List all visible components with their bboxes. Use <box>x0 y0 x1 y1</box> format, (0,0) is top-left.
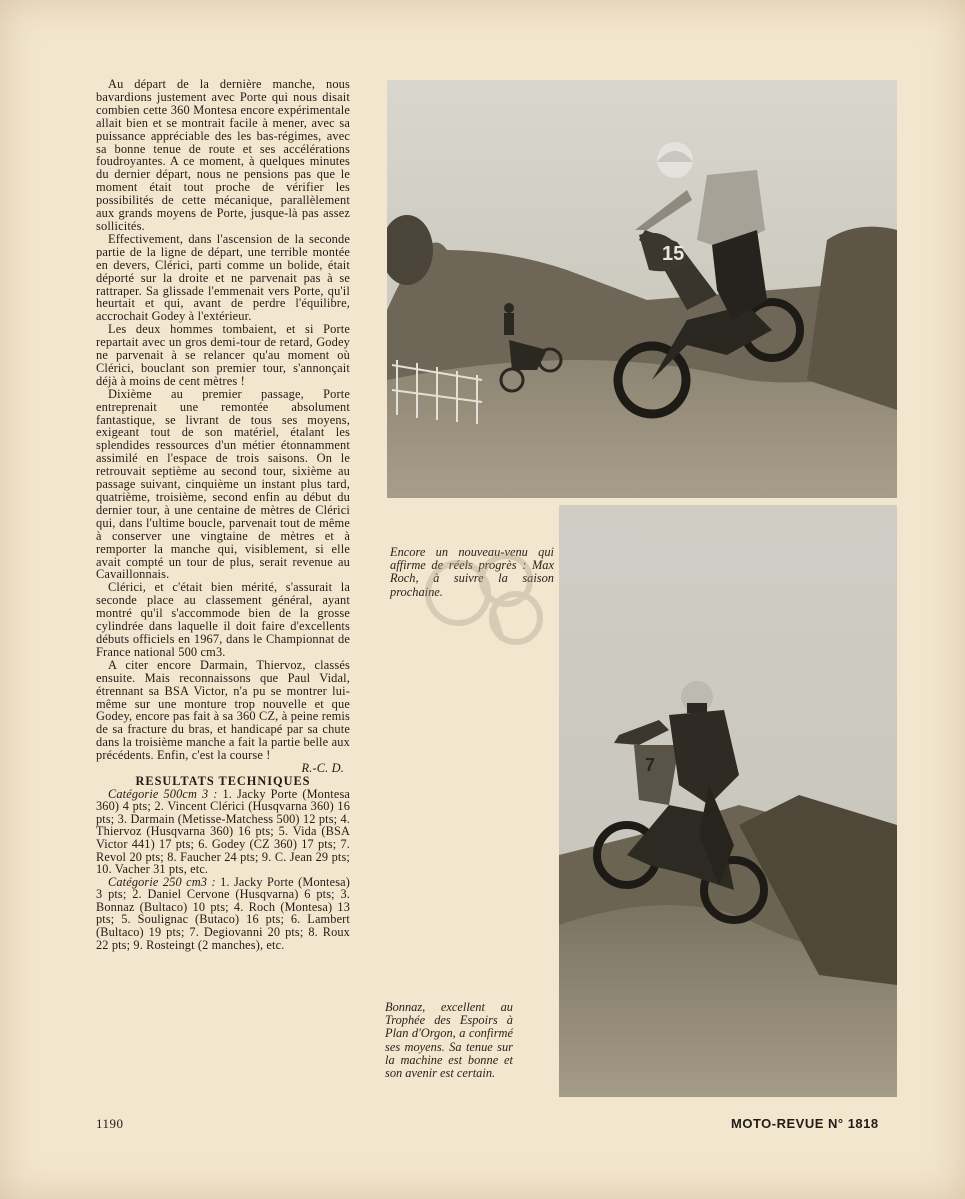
article-paragraph: Dixième au premier passage, Porte entreprenait une remontée absolument fantastique, se livrant de tous ses moyens, exigeant tout de son matériel, étalant les splendides ressources d'un métier étonnamment assimilé en l'espace de trois saisons. On le retrouvait septième au second tour, sixième au passage suivant, cinquième un instant plus tard, quatrième, troisième, second enfin au début du dernier tour, à une centaine de mètres de Clérici qui, dans l'ultime boucle, parvenait tout de même à conserver une vingtaine de mètres et à remporter la manche qui, visiblement, si elle avait compté un tour de plus, serait revenue au Cavaillonnais. <box>96 386 350 582</box>
article-paragraph: Effectivement, dans l'ascension de la seconde partie de la ligne de départ, une terrible montée en devers, Clérici, parti comme un bolide, était déporté sur la droite et ne parvenait pas à se rattraper. Sa glissade l'emmenait vers Porte, qu'il heurtait et qui, avant de perdre l'équilibre, accrochait Godey à l'extérieur. <box>96 231 350 324</box>
photo-rider-15 <box>387 80 897 498</box>
article-column <box>96 78 350 951</box>
category-500-label: Catégorie 500cm 3 : <box>108 786 218 801</box>
category-250-results: 1. Jacky Porte (Montesa) 3 pts; 2. Daniel Cervone (Husqvarna) 6 pts; 3. Bonnaz (Bultaco) 10 pts; 4. Roch (Montesa) 13 pts; 5. Soulignac (Butaco) 16 pts; 6. Lambert (Bultaco) 19 pts; 7. Degiovanni 20 pts; 8. Roux 22 pts; 9. Rosteingt (2 manches), etc. <box>96 874 351 952</box>
photo-rider-7-illustration <box>559 505 897 1097</box>
caption-max-roch: Encore un nouveau-venu qui affirme de réels progrès : Max Roch, à suivre la saison prochaine. <box>390 545 554 599</box>
article-paragraph: Les deux hommes tombaient, et si Porte repartait avec un gros demi-tour de retard, Godey ne parvenait à se relancer qu'au moment où Clérici, bouclant son premier tour, s'annonçait déjà à moins de cent mètres ! <box>96 322 350 388</box>
results-title: RESULTATS TECHNIQUES <box>135 773 311 788</box>
page-number: 1190 <box>96 1116 124 1131</box>
category-500-results: 1. Jacky Porte (Montesa 360) 4 pts; 2. Vincent Clérici (Husqvarna 360) 16 pts; 3. Darmain (Metisse-Matchess 500) 12 pts; 4. Thiervoz (Husqvarna 360) 16 pts; 5. Vida (BSA Victor 441) 17 pts; 6. Godey (CZ 360) 17 pts; 7. Revol 20 pts; 8. Faucher 24 pts; 9. C. Jean 29 pts; 10. Vacher 31 pts, etc. <box>96 786 350 877</box>
article-paragraph: Au départ de la dernière manche, nous bavardions justement avec Porte qui nous disait combien cette 360 Montesa encore expérimentale allait bien et se montrait facile à mener, avec sa puissance appréciable des les bas-régimes, avec sa bonne tenue de route et ses accélérations foudroyantes. A ce moment, à quelques minutes du dernier départ, nous ne pensions pas que le moment était tout proche de vérifier les possibilités de cette mécanique, parallèlement aux grands moyens de Porte, jusque-là pas assez sollicités. <box>96 77 350 233</box>
photo-rider-15-illustration <box>387 80 897 498</box>
article-paragraph: Clérici, et c'était bien mérité, s'assurait la seconde place au classement général, ayant montré qu'il s'accommode bien de la grosse cylindrée dans laquelle il doit faire d'excellents débuts officiels en 1967, dans le Championnat de France national 500 cm3. <box>96 580 350 659</box>
race-number-7: 7 <box>645 755 656 775</box>
article-paragraph: A citer encore Darmain, Thiervoz, classés ensuite. Mais reconnaissons que Paul Vidal, étrennant sa BSA Victor, n'a pu se montrer lui-même sur une monture trop nouvelle et que Godey, encore pas fait à sa 360 CZ, à peine remis de sa fracture du bras, et handicapé par sa chute dans la troisième manche a fait la partie belle aux précédents. Enfin, c'est la course ! <box>96 657 350 763</box>
caption-bonnaz: Bonnaz, excellent au Trophée des Espoirs à Plan d'Orgon, a confirmé ses moyens. Sa tenue sur la machine est bonne et son avenir est certain. <box>385 1000 513 1081</box>
race-number-15: 15 <box>662 243 685 265</box>
category-250-label: Catégorie 250 cm3 : <box>108 874 216 889</box>
results-500cc <box>96 788 350 876</box>
watermark-logo <box>418 548 558 648</box>
photo-rider-7 <box>559 505 897 1097</box>
author-signature: R.-C. D. <box>301 761 344 776</box>
magazine-issue: MOTO-REVUE N° 1818 <box>731 1116 879 1131</box>
results-section <box>96 775 350 951</box>
results-250cc <box>96 876 350 952</box>
